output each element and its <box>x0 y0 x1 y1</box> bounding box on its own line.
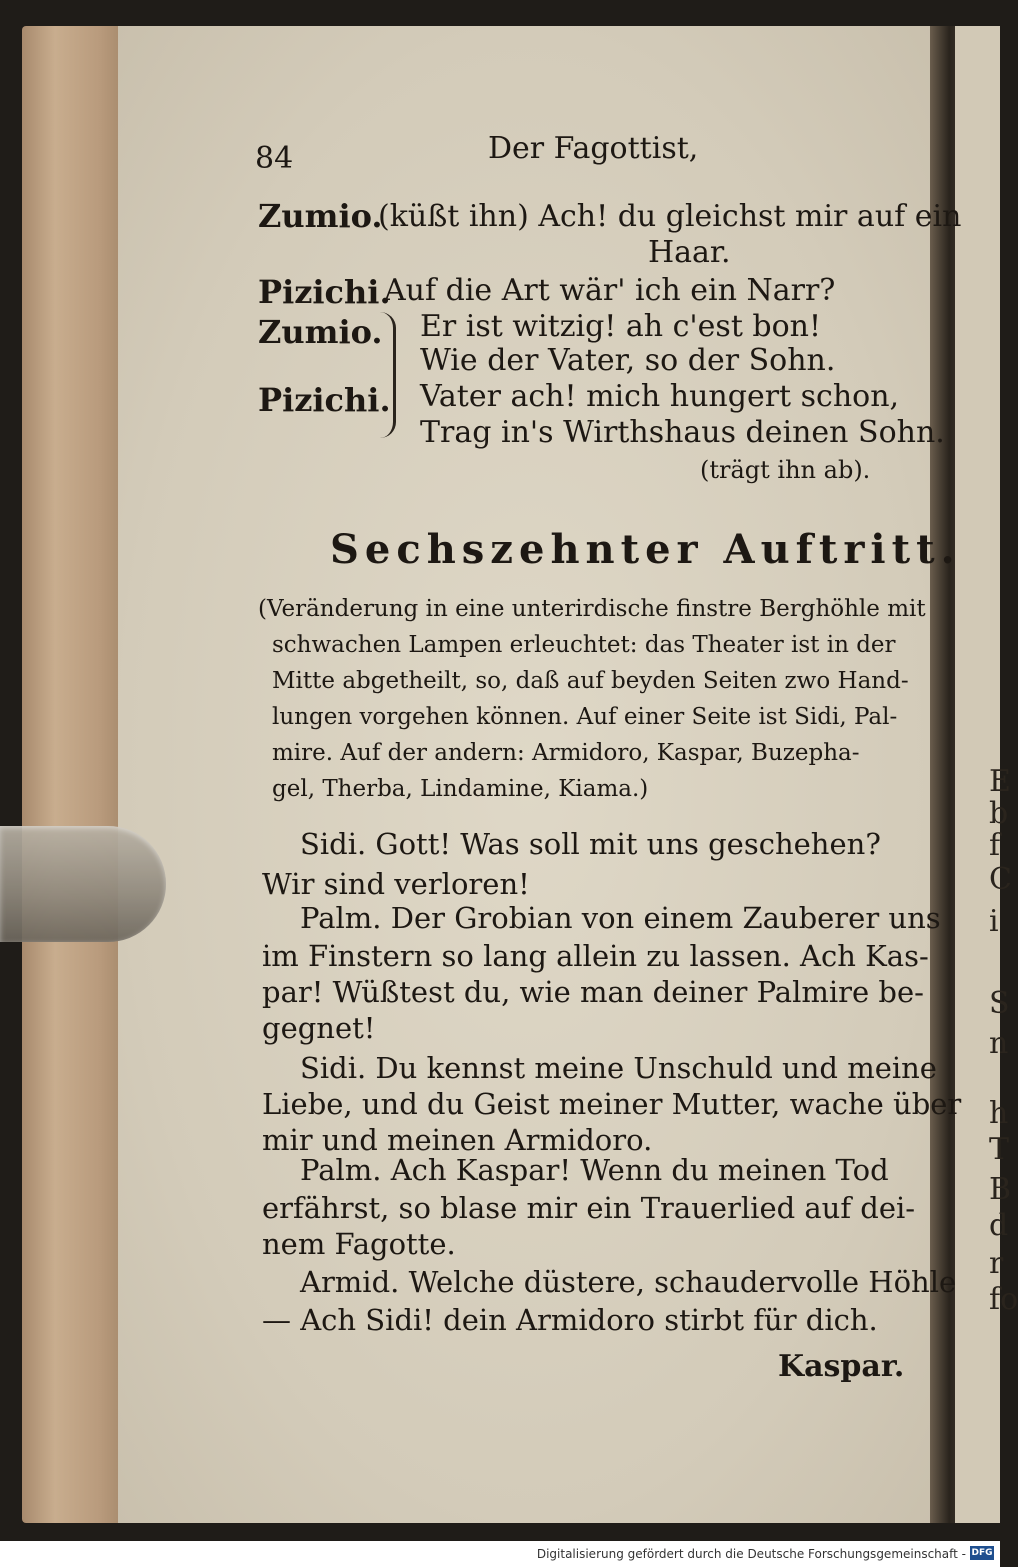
dialogue-line: Er ist witzig! ah c'est bon! <box>420 309 822 344</box>
prose-line: — Ach Sidi! dein Armidoro stirbt für dich. <box>262 1303 878 1337</box>
stage-direction-line: mire. Auf der andern: Armidoro, Kaspar, Buzepha- <box>272 740 860 766</box>
facing-fragment: S <box>989 986 1010 1021</box>
book-page-edges <box>22 26 132 1523</box>
facing-fragment: B <box>989 1172 1012 1207</box>
dialogue-line: Wie der Vater, so der Sohn. <box>420 343 836 378</box>
prose-line: Sidi. Gott! Was soll mit uns geschehen? <box>300 827 881 861</box>
dfg-logo: DFG <box>971 1548 993 1558</box>
prose-line: nem Fagotte. <box>262 1227 456 1261</box>
facing-fragment: b <box>989 796 1009 831</box>
facing-fragment: h <box>989 1096 1009 1131</box>
speaker-label: Pizichi. <box>258 273 391 311</box>
speaker-label: Pizichi. <box>258 381 391 419</box>
facing-fragment: n <box>989 1026 1009 1061</box>
facing-page <box>955 26 1018 1523</box>
prose-line: gegnet! <box>262 1011 376 1045</box>
prose-line: Liebe, und du Geist meiner Mutter, wache über <box>262 1087 962 1121</box>
facing-fragment: f <box>989 828 1001 863</box>
prose-line: Wir sind verloren! <box>262 867 530 901</box>
prose-line: erfährst, so blase mir ein Trauerlied auf dei- <box>262 1191 916 1225</box>
catchword: Kaspar. <box>778 1349 905 1384</box>
prose-line: Sidi. Du kennst meine Unschuld und meine <box>300 1051 937 1085</box>
facing-fragment: fo <box>989 1282 1018 1317</box>
footer-credit: Digitalisierung gefördert durch die Deutsche Forschungsgemeinschaft - <box>536 1547 966 1561</box>
facing-fragment: E <box>989 764 1011 799</box>
dialogue-line: Auf die Art wär' ich ein Narr? <box>384 273 836 308</box>
dialogue-line: Trag in's Wirthshaus deinen Sohn. <box>420 415 945 450</box>
prose-line: Palm. Ach Kaspar! Wenn du meinen Tod <box>300 1153 889 1187</box>
prose-line: Armid. Welche düstere, schaudervolle Höhle <box>300 1265 957 1299</box>
stage-direction-line: schwachen Lampen erleuchtet: das Theater ist in der <box>272 632 896 658</box>
scene-heading: Sechszehnter Auftritt. <box>330 526 961 573</box>
facing-fragment: i <box>989 904 999 939</box>
stage-direction-line: gel, Therba, Lindamine, Kiama.) <box>272 776 649 802</box>
verse-brace <box>373 312 396 438</box>
stage-direction-line: Mitte abgetheilt, so, daß auf beyden Seiten zwo Hand- <box>272 668 909 694</box>
stage-exit: (trägt ihn ab). <box>700 456 871 484</box>
prose-line: im Finstern so lang allein zu lassen. Ach Kas- <box>262 939 929 973</box>
prose-line: par! Wüßtest du, wie man deiner Palmire be- <box>262 975 924 1009</box>
stage-direction-line: (Veränderung in eine unterirdische finstre Berghöhle mit <box>258 596 926 622</box>
page-number: 84 <box>255 141 294 176</box>
dialogue-line: Vater ach! mich hungert schon, <box>420 379 900 414</box>
dialogue-line: (küßt ihn) Ach! du gleichst mir auf ein <box>378 199 962 234</box>
facing-fragment: T <box>989 1132 1010 1167</box>
prose-line: mir und meinen Armidoro. <box>262 1123 653 1157</box>
running-header: Der Fagottist, <box>488 131 699 166</box>
speaker-label: Zumio. <box>258 313 383 351</box>
stage-direction-line: lungen vorgehen können. Auf einer Seite ist Sidi, Pal- <box>272 704 898 730</box>
bookmark-clip <box>0 826 166 942</box>
facing-fragment: d <box>989 1208 1009 1243</box>
facing-fragment: C <box>989 862 1012 897</box>
facing-fragment: r <box>989 1246 1004 1281</box>
footer-bar <box>0 1541 1000 1567</box>
speaker-label: Zumio. <box>258 197 383 235</box>
dialogue-line: Haar. <box>648 235 731 270</box>
prose-line: Palm. Der Grobian von einem Zauberer uns <box>300 901 941 935</box>
